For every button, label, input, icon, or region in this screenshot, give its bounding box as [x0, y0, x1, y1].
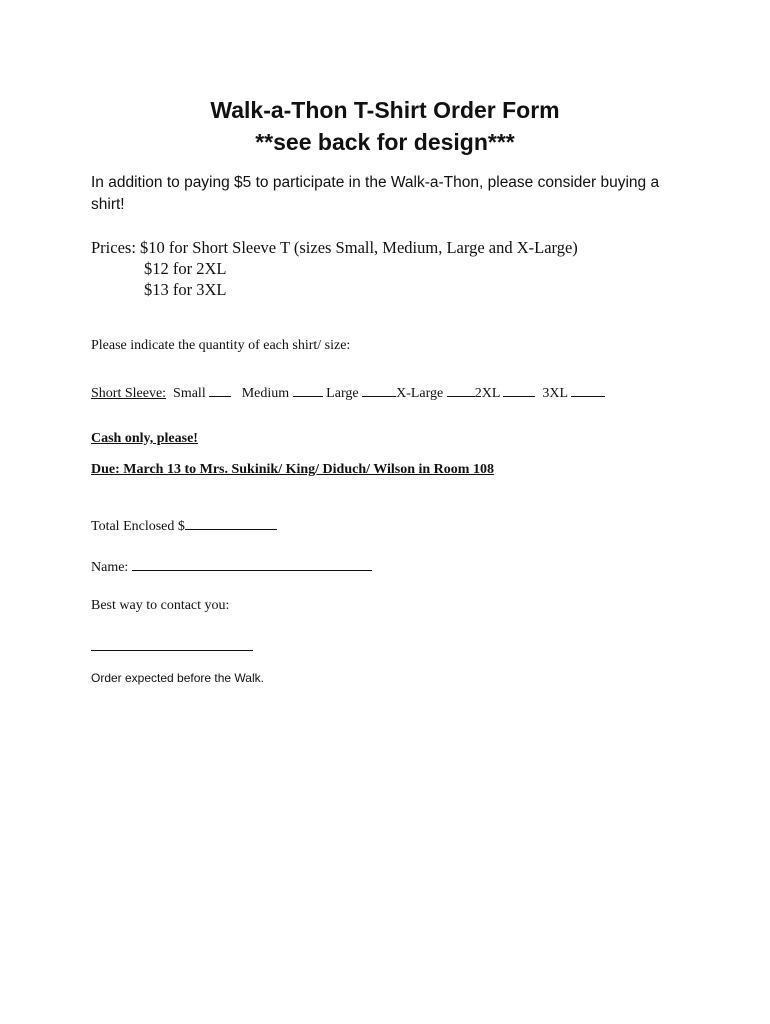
medium-quantity-blank[interactable]	[293, 384, 323, 397]
xlarge-quantity-blank[interactable]	[447, 384, 475, 397]
form-title: Walk-a-Thon T-Shirt Order Form	[210, 97, 560, 123]
price-line-standard: Prices: $10 for Short Sleeve T (sizes Small, Medium, Large and X-Large)	[91, 238, 578, 257]
intro-paragraph: In addition to paying $5 to participate in the Walk-a-Thon, please consider buying a shirt!	[91, 174, 660, 213]
total-enclosed-label: Total Enclosed $	[91, 519, 185, 534]
price-line-3xl: $13 for 3XL	[144, 280, 227, 299]
cash-only-note: Cash only, please!	[91, 431, 198, 446]
small-quantity-blank[interactable]	[209, 384, 231, 397]
size-medium-label: Medium	[241, 386, 290, 401]
price-line-2xl: $12 for 2XL	[144, 259, 227, 278]
size-3xl-label: 3XL	[542, 386, 568, 401]
form-subtitle: **see back for design***	[255, 129, 515, 155]
size-2xl-label: 2XL	[474, 386, 500, 401]
short-sleeve-label: Short Sleeve:	[91, 386, 167, 401]
size-small-label: Small	[173, 386, 206, 401]
size-xlarge-label: X-Large	[396, 386, 444, 401]
3xl-quantity-blank[interactable]	[571, 384, 605, 397]
size-quantity-row	[91, 384, 605, 403]
prices-block	[91, 237, 578, 300]
name-label: Name:	[91, 560, 129, 575]
total-enclosed-blank[interactable]	[185, 517, 277, 530]
size-large-label: Large	[326, 386, 359, 401]
total-enclosed-row	[91, 517, 277, 536]
contact-blank[interactable]	[91, 650, 253, 651]
footer-note: Order expected before the Walk.	[91, 671, 264, 685]
due-date-note: Due: March 13 to Mrs. Sukinik/ King/ Diduch/ Wilson in Room 108	[91, 462, 494, 477]
quantity-instruction: Please indicate the quantity of each shirt/ size:	[91, 338, 351, 353]
large-quantity-blank[interactable]	[362, 384, 396, 397]
name-blank[interactable]	[132, 558, 372, 571]
name-row	[91, 558, 372, 577]
contact-label: Best way to contact you:	[91, 598, 230, 613]
2xl-quantity-blank[interactable]	[503, 384, 535, 397]
